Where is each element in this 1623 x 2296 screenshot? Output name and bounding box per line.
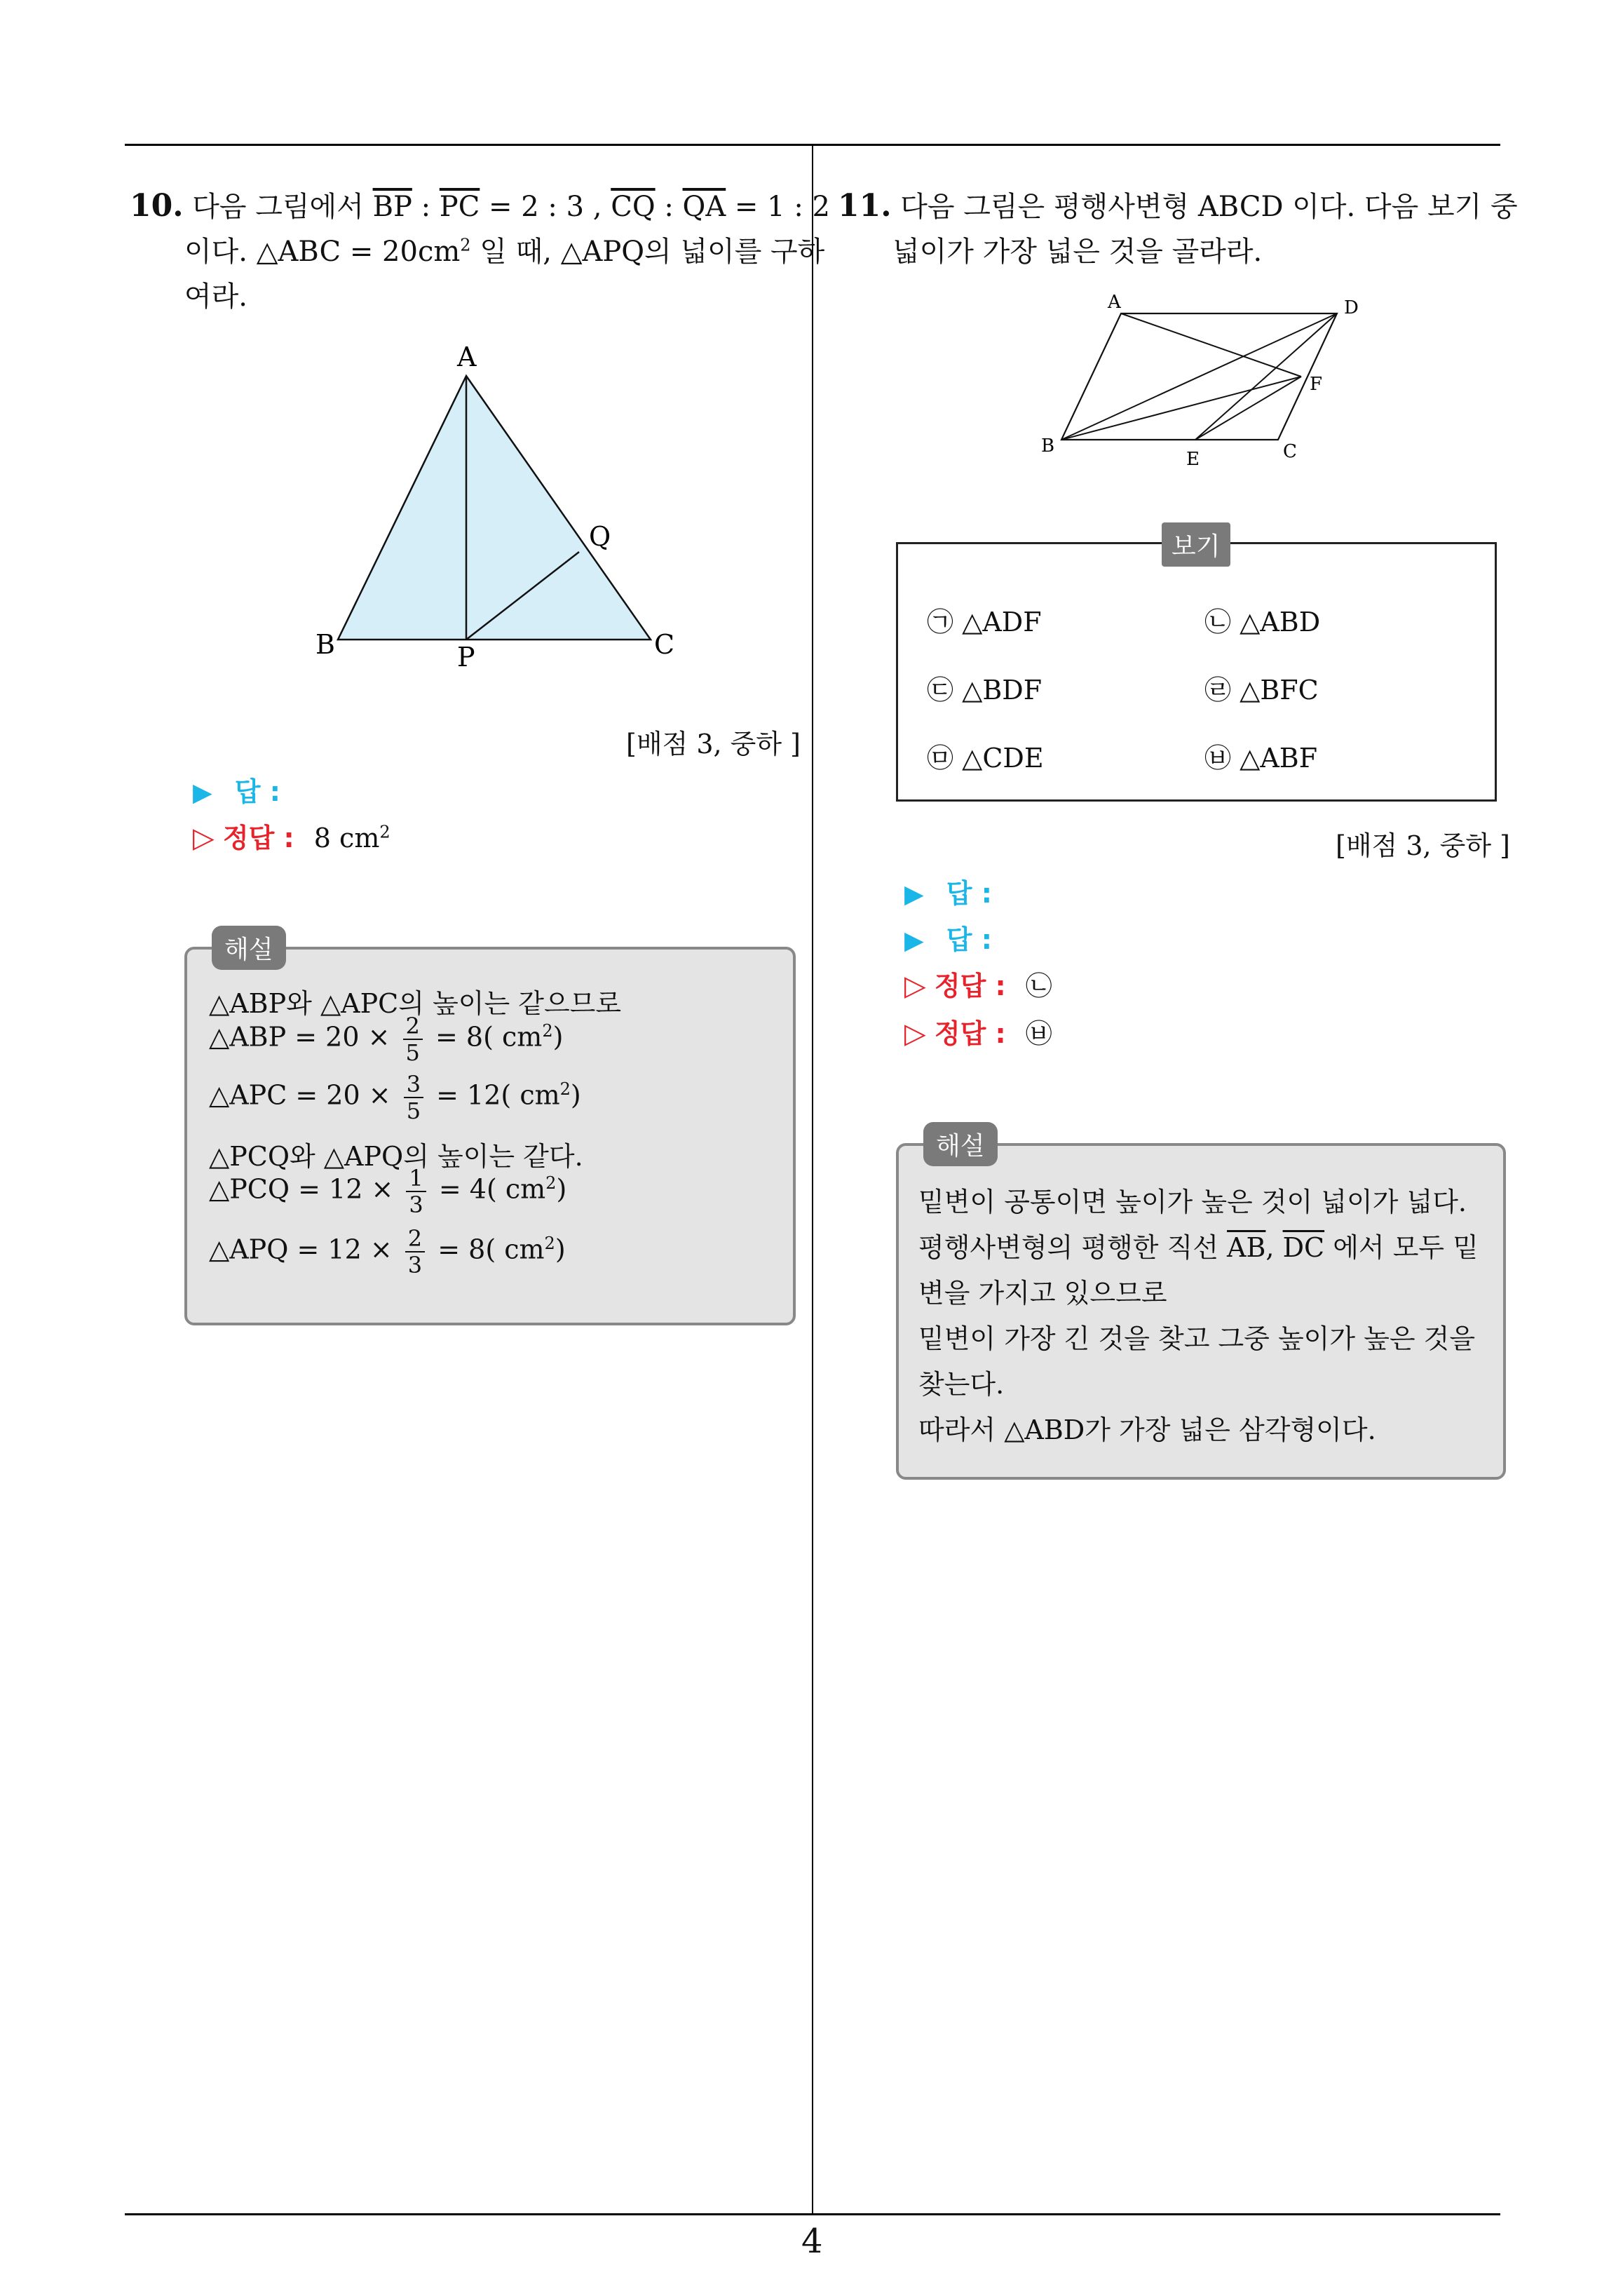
q10-correct-row: ▷ 정답 : 8 $cm^2$ [193, 822, 391, 854]
q11-ex-l4: 밑변이 가장 긴 것을 찾고 그중 높이가 높은 것을 [918, 1323, 1476, 1354]
q11-ex-l5: 찾는다. [918, 1369, 1005, 1400]
q10-answer-row: ▶ 답 : [193, 776, 280, 807]
page-number: 4 [801, 2222, 823, 2261]
option-6[interactable]: ㉥ △ABF [1204, 743, 1318, 774]
q11-parallelogram-figure [1038, 291, 1374, 473]
answer-arrow-icon: ▶ [904, 926, 924, 955]
answer-arrow-icon: ▶ [193, 778, 212, 807]
q10-line2: 이다. △ABC = $20cm^2$ 일 때, △APQ의 넓이를 구하 [184, 235, 825, 268]
q10-ex-l1: △ABP와 △APC의 높이는 같으므로 [209, 988, 622, 1019]
label-a: A [1108, 292, 1121, 313]
label-b: B [315, 629, 335, 660]
q11-line2: 넓이가 가장 넓은 것을 골라라. [892, 236, 1263, 268]
option-5[interactable]: ㉤ △CDE [927, 743, 1044, 774]
answer-arrow-icon: ▶ [904, 880, 924, 909]
segment-bf [1061, 377, 1301, 440]
column-divider [812, 145, 813, 2214]
label-f: F [1310, 374, 1323, 395]
q11-number: 11. [838, 188, 892, 224]
label-p: P [457, 642, 475, 673]
q10-line3: 여라. [184, 281, 247, 313]
q11-answer-row-1: ▶ 답 : [904, 878, 992, 909]
label-q: Q [589, 521, 611, 552]
segment-ef [1195, 377, 1301, 440]
q10-score: [배점 3, 중하 ] [626, 729, 801, 759]
q10-number: 10. [130, 188, 184, 224]
segment-af [1121, 313, 1301, 377]
q10-explanation-tag: 해설 [212, 926, 286, 970]
q11-answer-row-2: ▶ 답 : [904, 924, 992, 955]
q10-ex-l6: △APQ = 12 × $\frac{2}{3}$ = 8( $cm^2$) [209, 1225, 566, 1278]
q11-correct-row-1: ▷ 정답 : ㉡ [904, 970, 1052, 1002]
q11-options-tag: 보기 [1162, 522, 1230, 567]
option-1[interactable]: ㉠ △ADF [927, 607, 1042, 637]
q11-score: [배점 3, 중하 ] [1336, 830, 1510, 861]
triangle-abc [338, 376, 651, 640]
option-2[interactable]: ㉡ △ABD [1204, 607, 1321, 637]
q11-ex-l2: 평행사변형의 평행한 직선 $\overline{AB}$, $\overline{DC}$ 에서 모두 밑 [918, 1232, 1479, 1263]
label-b: B [1041, 435, 1055, 457]
q10-ex-l4: △PCQ와 △APQ의 높이는 같다. [209, 1141, 583, 1172]
segment-bd [1061, 313, 1337, 440]
label-c: C [654, 629, 675, 660]
label-e: E [1186, 449, 1200, 470]
q11-line1: 11. 다음 그림은 평행사변형 ABCD 이다. 다음 보기 중 [838, 188, 1518, 224]
label-d: D [1344, 297, 1359, 318]
question-10 [130, 184, 830, 319]
q10-triangle-figure [301, 337, 694, 680]
label-c: C [1283, 441, 1297, 462]
q11-correct-row-2: ▷ 정답 : ㉥ [904, 1018, 1052, 1050]
q10-line1: 10. 다음 그림에서 $\overline{BP}$ : $\overline{PC} = 2$ : 3 , $\overline{CQ}$ : $\overline{QA} = 1$ : 2 [130, 188, 830, 224]
option-4[interactable]: ㉣ △BFC [1204, 675, 1319, 705]
q11-explanation-tag: 해설 [923, 1122, 998, 1166]
q10-ex-l3: △APC = 20 × $\frac{3}{5}$ = 12( $cm^2$) [209, 1071, 581, 1124]
question-11 [838, 184, 1518, 274]
correct-arrow-icon: ▷ [193, 822, 215, 854]
label-a: A [457, 342, 477, 372]
option-3[interactable]: ㉢ △BDF [927, 675, 1043, 705]
q10-ex-l5: △PCQ = 12 × $\frac{1}{3}$ = 4( $cm^2$) [209, 1165, 567, 1218]
q11-ex-l6: 따라서 △ABD가 가장 넓은 삼각형이다. [918, 1414, 1376, 1445]
q11-ex-l3: 변을 가지고 있으므로 [918, 1278, 1167, 1309]
q10-ex-l2: △ABP = 20 × $\frac{2}{5}$ = 8( $cm^2$) [209, 1013, 564, 1066]
correct-arrow-icon: ▷ [904, 1018, 926, 1050]
correct-arrow-icon: ▷ [904, 970, 926, 1002]
q11-ex-l1: 밑변이 공통이면 높이가 높은 것이 넓이가 넓다. [918, 1187, 1467, 1217]
